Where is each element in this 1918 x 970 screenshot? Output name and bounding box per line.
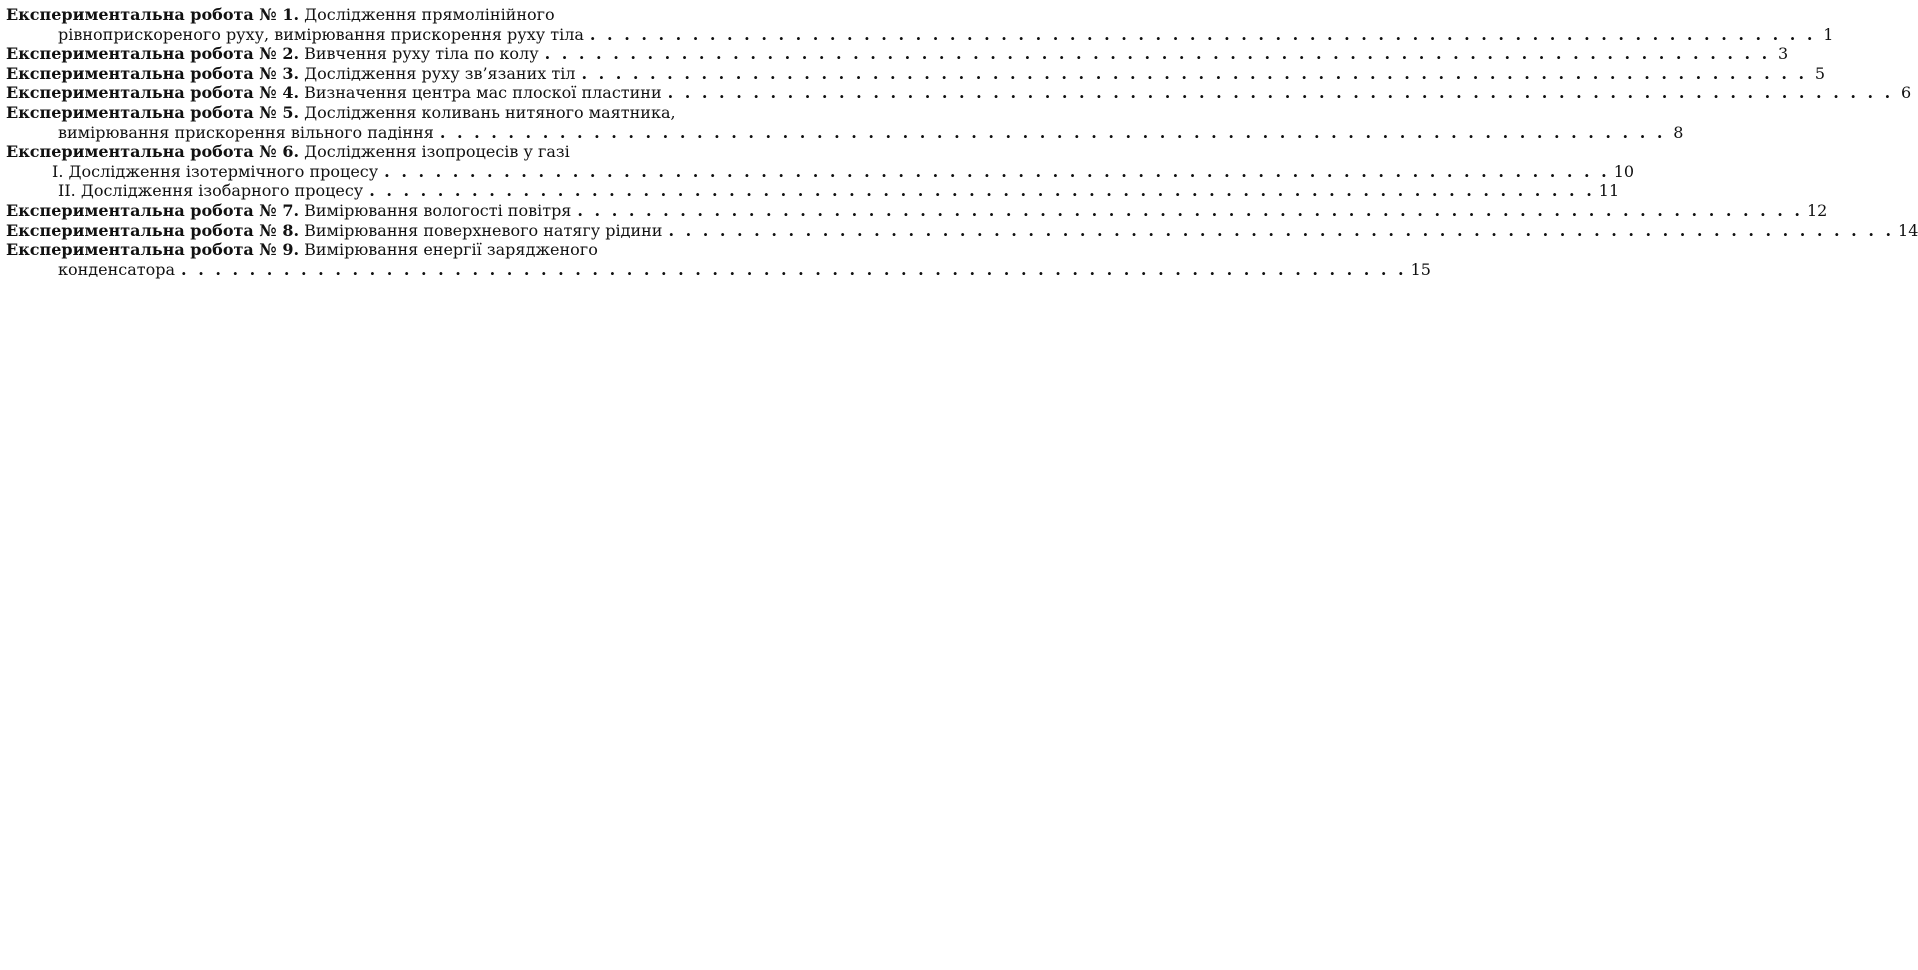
entry-label: Експериментальна робота № 5. <box>6 102 300 122</box>
dot-leader: . . . . . . . . . . . . . . . . . . . . . . . . . . . . . . . . . . . . . . . . . . . . . . . . . . . . . . . . . . . . . . . . . . . . . . . . <box>581 63 1808 83</box>
entry-title-continued: конденсатора <box>58 259 176 279</box>
page-number: 5 <box>1814 63 1826 83</box>
page-number: 11 <box>1598 181 1620 201</box>
entry-title-continued: рівноприскореного руху, вимірювання прискорення руху тіла <box>58 24 584 44</box>
subentry-title: ІІ. Дослідження ізобарного процесу <box>58 181 364 201</box>
toc-entry-1[interactable] <box>6 5 1834 44</box>
entry-label: Експериментальна робота № 3. <box>6 63 300 83</box>
entry-title: Вимірювання поверхневого натягу рідини <box>304 220 663 240</box>
dot-leader: . . . . . . . . . . . . . . . . . . . . . . . . . . . . . . . . . . . . . . . . . . . . . . . . . . . . . . . . . . . . . . . . . . . . . . . . <box>544 44 1771 64</box>
page-number: 10 <box>1613 161 1635 181</box>
toc-subentry-2[interactable] <box>6 181 1620 201</box>
entry-label: Експериментальна робота № 4. <box>6 83 300 103</box>
entry-label: Експериментальна робота № 7. <box>6 200 300 220</box>
entry-label: Експериментальна робота № 6. <box>6 142 300 162</box>
subentry-title: І. Дослідження ізотермічного процесу <box>52 161 379 181</box>
dot-leader: . . . . . . . . . . . . . . . . . . . . . . . . . . . . . . . . . . . . . . . . . . . . . . . . . . . . . . . . . . . . . . . . . . . . . . . . <box>384 161 1610 181</box>
dot-leader: . . . . . . . . . . . . . . . . . . . . . . . . . . . . . . . . . . . . . . . . . . . . . . . . . . . . . . . . . . . . . . . . . . . . . . . . <box>439 122 1666 142</box>
dot-leader: . . . . . . . . . . . . . . . . . . . . . . . . . . . . . . . . . . . . . . . . . . . . . . . . . . . . . . . . . . . . . . . . . . . . . . . . <box>667 83 1894 103</box>
entry-title: Вимірювання вологості повітря <box>304 200 572 220</box>
page-number: 12 <box>1806 200 1828 220</box>
page-number: 14 <box>1898 220 1918 240</box>
toc-entry-7[interactable] <box>6 200 1828 221</box>
entry-label: Експериментальна робота № 8. <box>6 220 300 240</box>
page-number: 15 <box>1410 259 1431 279</box>
page-number: 3 <box>1778 44 1789 64</box>
toc-entry-8[interactable] <box>6 220 1918 241</box>
toc-entry-6[interactable] <box>6 142 1635 201</box>
toc-entry-3[interactable] <box>6 63 1826 84</box>
page-number: 1 <box>1823 24 1834 44</box>
table-of-contents <box>6 5 1918 279</box>
entry-label: Експериментальна робота № 2. <box>6 44 300 64</box>
entry-title: Визначення центра мас плоскої пластини <box>304 83 662 103</box>
dot-leader: . . . . . . . . . . . . . . . . . . . . . . . . . . . . . . . . . . . . . . . . . . . . . . . . . . . . . . . . . . . . . . . . . . . . . . . . <box>181 259 1407 279</box>
dot-leader: . . . . . . . . . . . . . . . . . . . . . . . . . . . . . . . . . . . . . . . . . . . . . . . . . . . . . . . . . . . . . . . . . . . . . . . . <box>577 200 1803 220</box>
entry-title: Вивчення руху тіла по колу <box>304 44 539 64</box>
entry-title: Дослідження прямолінійного <box>304 5 555 24</box>
entry-title: Дослідження руху зв’язаних тіл <box>304 63 576 83</box>
page-number: 8 <box>1673 122 1684 142</box>
entry-label: Експериментальна робота № 9. <box>6 240 300 260</box>
entry-title: Дослідження коливань нитяного маятника, <box>304 102 676 122</box>
page-number: 6 <box>1901 83 1912 103</box>
toc-entry-2[interactable] <box>6 44 1789 64</box>
dot-leader: . . . . . . . . . . . . . . . . . . . . . . . . . . . . . . . . . . . . . . . . . . . . . . . . . . . . . . . . . . . . . . . . . . . . . . . . <box>369 181 1595 201</box>
entry-title: Дослідження ізопроцесів у газі <box>304 142 570 162</box>
dot-leader: . . . . . . . . . . . . . . . . . . . . . . . . . . . . . . . . . . . . . . . . . . . . . . . . . . . . . . . . . . . . . . . . . . . . . . . . <box>589 24 1816 44</box>
toc-entry-9[interactable] <box>6 240 1431 279</box>
entry-label: Експериментальна робота № 1. <box>6 5 300 24</box>
toc-entry-5[interactable] <box>6 102 1684 142</box>
toc-subentry-1[interactable] <box>6 161 1635 182</box>
entry-title-continued: вимірювання прискорення вільного падіння <box>58 122 434 142</box>
toc-entry-4[interactable] <box>6 83 1912 103</box>
dot-leader: . . . . . . . . . . . . . . . . . . . . . . . . . . . . . . . . . . . . . . . . . . . . . . . . . . . . . . . . . . . . . . . . . . . . . . . . <box>668 220 1895 240</box>
entry-title: Вимірювання енергії зарядженого <box>304 240 598 260</box>
